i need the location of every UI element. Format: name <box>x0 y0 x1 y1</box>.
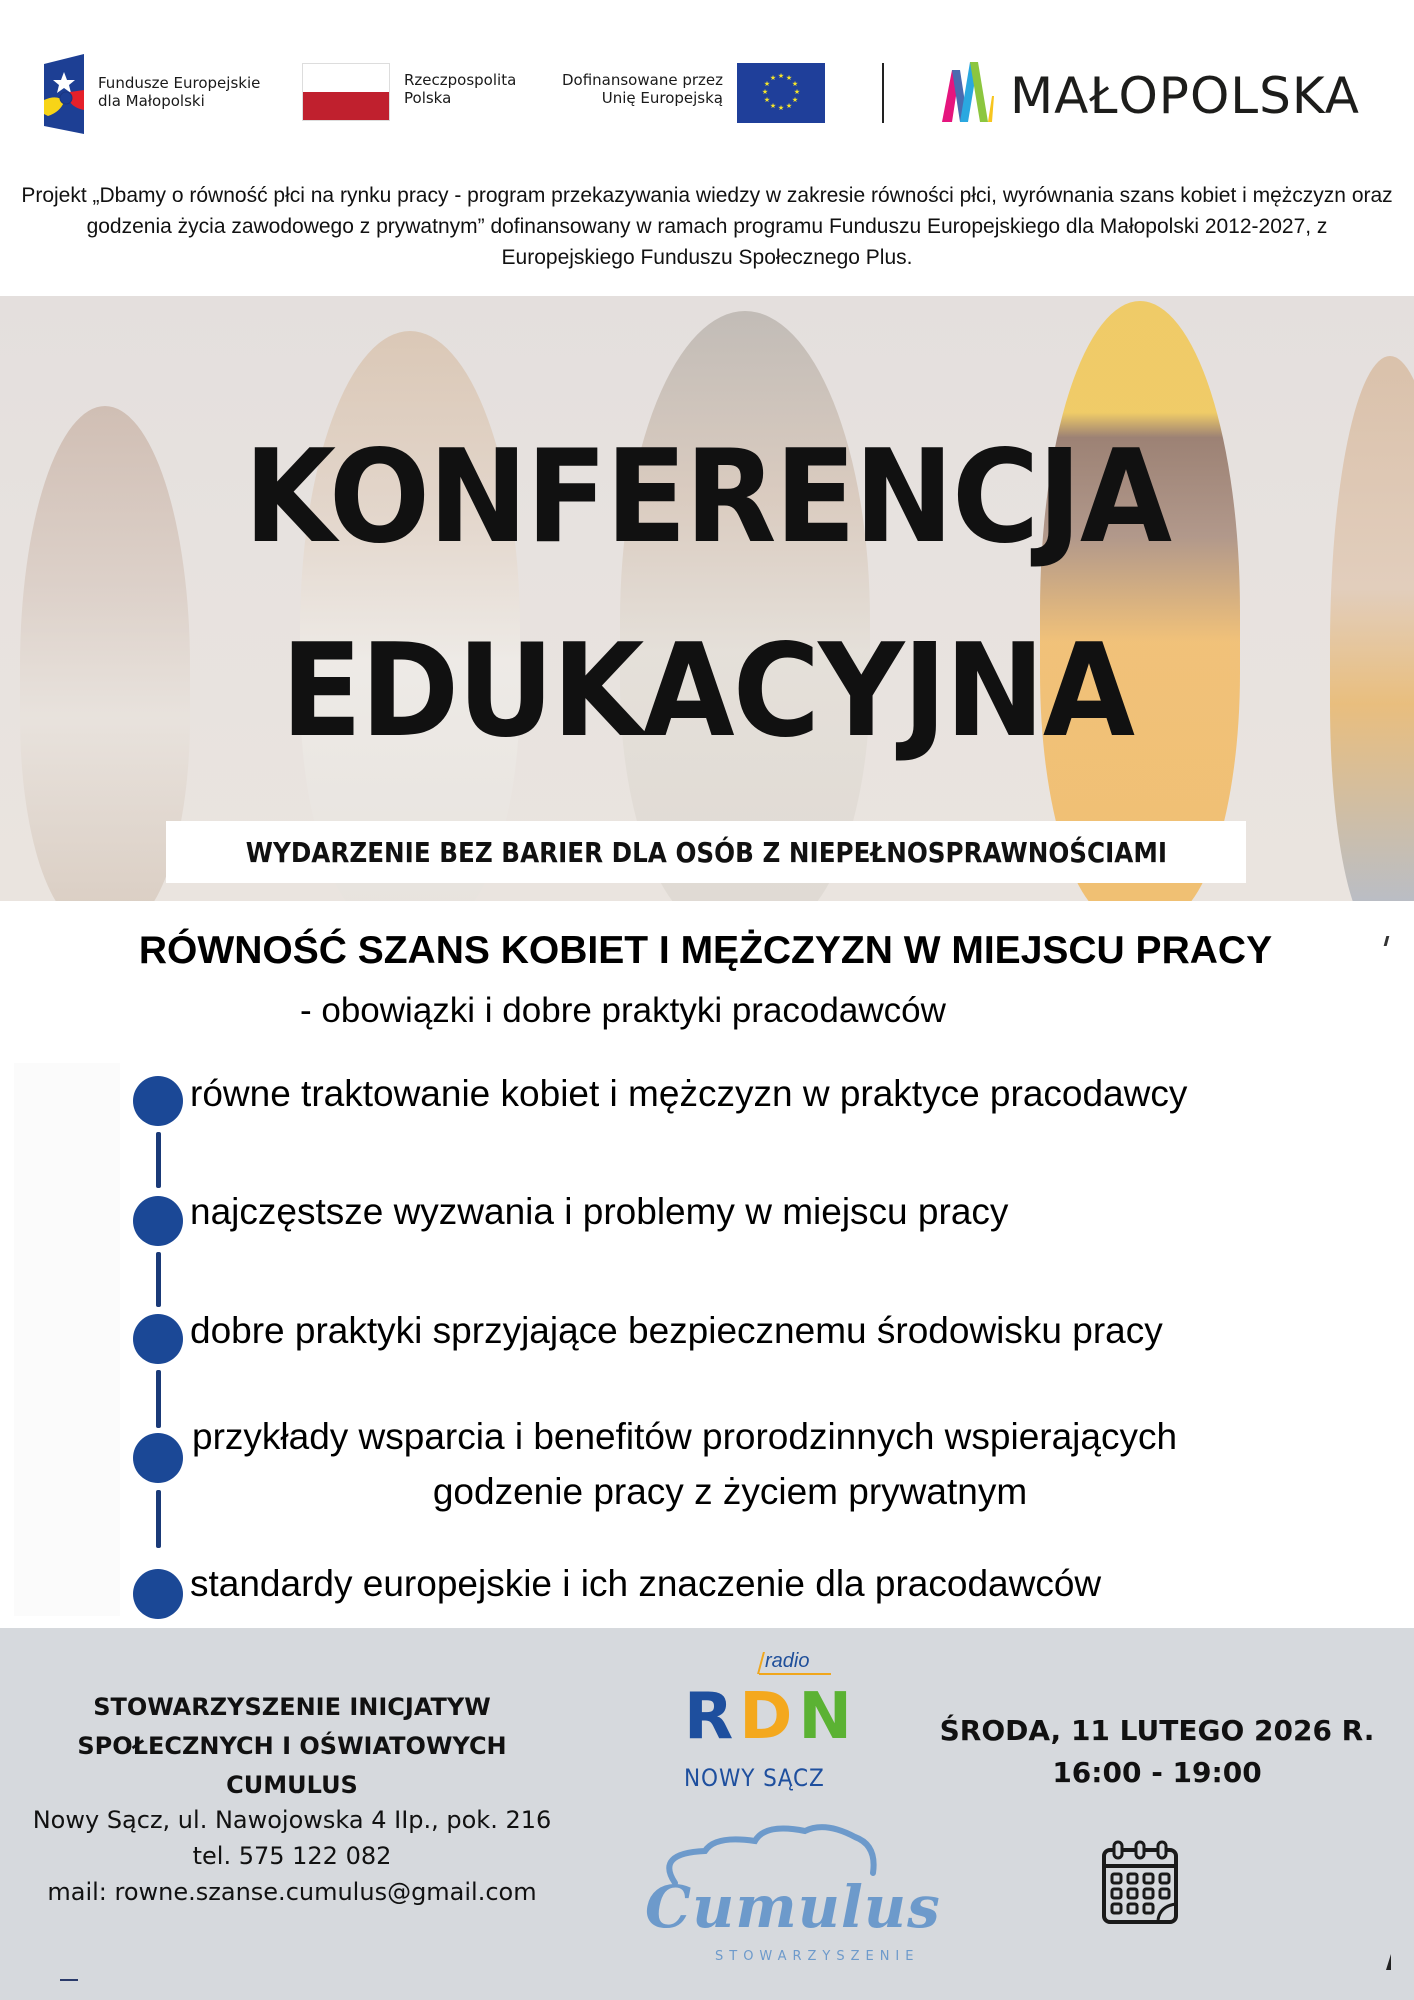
svg-text:★: ★ <box>777 104 785 112</box>
svg-text:★: ★ <box>785 74 793 82</box>
svg-text:★: ★ <box>763 96 771 104</box>
agenda-item: równe traktowanie kobiet i mężczyzn w praktyce pracodawcy <box>190 1073 1188 1114</box>
hero-title-line1: KONFERENCJA <box>243 423 1171 572</box>
malopolska-logo-icon <box>940 62 1004 124</box>
cumulus-logo <box>615 1823 941 1973</box>
radio-rdn-logo <box>680 1642 860 1792</box>
organization-address: Nowy Sącz, ul. Nawojowska 4 IIp., pok. 216 <box>32 1806 552 1834</box>
polish-flag-icon <box>302 63 390 121</box>
organization-name-line1: STOWARZYSZENIE INICJATYW <box>93 1693 491 1721</box>
event-date: ŚRODA, 11 LUTEGO 2026 R. <box>939 1714 1375 1747</box>
radio-city: NOWY SĄCZ <box>684 1764 825 1792</box>
svg-text:★: ★ <box>777 72 785 80</box>
rp-logo-line1: Rzeczpospolita <box>404 71 517 89</box>
agenda-item: przykłady wsparcia i benefitów prorodzinnych wspierających <box>192 1416 1178 1457</box>
cumulus-wordmark: Cumulus <box>645 1873 941 1941</box>
eu-logo-line1: Dofinansowane przez <box>561 71 723 89</box>
svg-text:★: ★ <box>763 80 771 88</box>
project-description: Projekt „Dbamy o równość płci na rynku pracy - program przekazywania wiedzy w zakresie równości płci, wyrównania szans kobiet i mężczyzn oraz godzenia życia zawodowego z prywatnym” dofinansowany w ramach programu Funduszu Europejskiego dla Małopolski 2012-2027, z Europejskiego Funduszu Społecznego Plus. <box>21 184 1393 269</box>
svg-text:★: ★ <box>785 102 793 110</box>
person-figure-3 <box>620 311 870 901</box>
person-figure-2 <box>300 331 520 901</box>
agenda-item: dobre praktyki sprzyjające bezpiecznemu środowisku pracy <box>190 1310 1163 1351</box>
topic-header <box>38 908 1388 1063</box>
event-time: 16:00 - 19:00 <box>1052 1756 1262 1789</box>
timeline-connector <box>156 1370 161 1428</box>
fe-logo-line1: Fundusze Europejskie <box>98 74 261 92</box>
calendar-icon <box>1100 1840 1180 1926</box>
svg-text:★: ★ <box>793 88 801 96</box>
accessibility-banner <box>166 821 1246 883</box>
timeline-connector <box>156 1490 161 1548</box>
person-figure-4-hardhat <box>1040 301 1240 901</box>
rzeczpospolita-polska-logo <box>302 63 542 123</box>
timeline-dot-icon <box>133 1196 183 1246</box>
svg-text:★: ★ <box>761 88 769 96</box>
organization-contact <box>0 1802 584 1910</box>
organization-email: mail: rowne.szanse.cumulus@gmail.com <box>47 1878 537 1906</box>
logo-divider <box>882 63 884 123</box>
svg-text:★: ★ <box>769 74 777 82</box>
timeline-dot-icon <box>133 1314 183 1364</box>
eu-cofinancing-logo <box>555 63 825 123</box>
timeline-dot-icon <box>133 1076 183 1126</box>
agenda-item: najczęstsze wyzwania i problemy w miejscu pracy <box>190 1191 1009 1232</box>
rdn-letters: RDN <box>684 1680 858 1754</box>
timeline-dot-icon <box>133 1569 183 1619</box>
agenda-item: standardy europejskie i ich znaczenie dla pracodawców <box>190 1563 1102 1604</box>
malopolska-wordmark: MAŁOPOLSKA <box>1010 67 1361 125</box>
organization-name-line3: CUMULUS <box>226 1771 358 1799</box>
svg-text:★: ★ <box>769 102 777 110</box>
organization-name-line2: SPOŁECZNYCH I OŚWIATOWYCH <box>77 1732 507 1760</box>
radio-word: radio <box>765 1650 810 1672</box>
organization-phone: tel. 575 122 082 <box>192 1842 392 1870</box>
decorative-mark <box>60 1979 78 1981</box>
malopolska-logo <box>940 62 1380 124</box>
topic-title: RÓWNOŚĆ SZANS KOBIET I MĘŻCZYZN W MIEJSCU PRACY <box>138 929 1273 972</box>
svg-text:★: ★ <box>791 80 799 88</box>
eu-flag-icon <box>737 63 825 123</box>
rp-logo-line2: Polska <box>404 89 452 107</box>
footer <box>0 1628 1414 2000</box>
agenda-left-margin <box>14 1063 120 1616</box>
hero-banner-image <box>0 296 1414 901</box>
eu-logo-line2: Unię Europejską <box>601 89 723 107</box>
hero-title-line2: EDUKACYJNA <box>280 617 1134 766</box>
topic-subtitle: - obowiązki i dobre praktyki pracodawców <box>300 991 946 1030</box>
timeline-connector <box>156 1252 161 1307</box>
timeline-connector <box>156 1132 161 1188</box>
accessibility-banner-text: WYDARZENIE BEZ BARIER DLA OSÓB Z NIEPEŁNOSPRAWNOŚCIAMI <box>245 835 1167 869</box>
fundusze-europejskie-logo <box>44 54 284 134</box>
agenda-item-continuation: godzenie pracy z życiem prywatnym <box>432 1471 1028 1512</box>
cumulus-subtitle: STOWARZYSZENIE <box>715 1949 920 1964</box>
decorative-mark <box>1386 1954 1391 1970</box>
fe-logo-icon <box>44 54 88 134</box>
timeline-dot-icon <box>133 1433 183 1483</box>
svg-text:★: ★ <box>791 96 799 104</box>
fe-logo-line2: dla Małopolski <box>98 92 205 110</box>
organization-name <box>0 1688 584 1805</box>
logo-bar <box>0 0 1414 170</box>
